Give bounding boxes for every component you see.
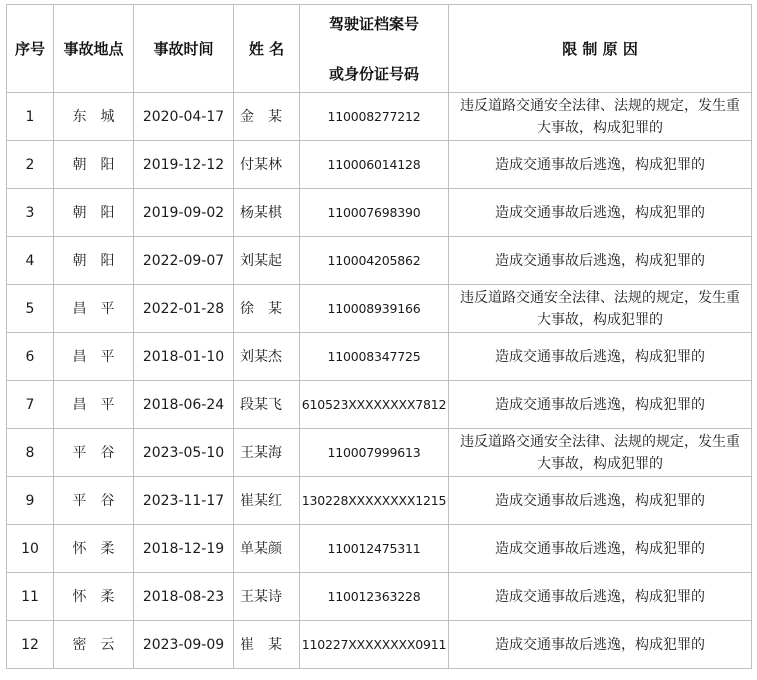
cell-location: 朝 阳 xyxy=(54,237,134,285)
table-row xyxy=(7,333,752,381)
table-row xyxy=(7,477,752,525)
header-row xyxy=(7,5,752,93)
table-row xyxy=(7,141,752,189)
cell-location: 朝 阳 xyxy=(54,141,134,189)
header-license xyxy=(300,5,449,93)
cell-reason: 违反道路交通安全法律、法规的规定，发生重大事故，构成犯罪的 xyxy=(449,93,752,141)
cell-date: 2022-01-28 xyxy=(134,285,234,333)
cell-date: 2019-12-12 xyxy=(134,141,234,189)
table-header xyxy=(7,5,752,93)
cell-seq: 8 xyxy=(7,429,54,477)
cell-name: 王某诗 xyxy=(234,573,300,621)
cell-name: 王某海 xyxy=(234,429,300,477)
table-row xyxy=(7,237,752,285)
cell-id: 110008347725 xyxy=(300,333,449,381)
table-body xyxy=(7,93,752,669)
cell-seq: 1 xyxy=(7,93,54,141)
cell-date: 2019-09-02 xyxy=(134,189,234,237)
cell-date: 2023-11-17 xyxy=(134,477,234,525)
cell-location: 东 城 xyxy=(54,93,134,141)
cell-reason: 造成交通事故后逃逸，构成犯罪的 xyxy=(449,237,752,285)
cell-reason: 造成交通事故后逃逸，构成犯罪的 xyxy=(449,141,752,189)
table-row xyxy=(7,285,752,333)
table-row xyxy=(7,525,752,573)
cell-reason: 造成交通事故后逃逸，构成犯罪的 xyxy=(449,573,752,621)
header-license-wrap xyxy=(300,13,448,85)
header-name: 姓 名 xyxy=(234,5,300,93)
cell-id: 130228XXXXXXXX1215 xyxy=(300,477,449,525)
cell-seq: 5 xyxy=(7,285,54,333)
cell-seq: 12 xyxy=(7,621,54,669)
cell-date: 2018-06-24 xyxy=(134,381,234,429)
cell-seq: 7 xyxy=(7,381,54,429)
cell-id: 110012475311 xyxy=(300,525,449,573)
cell-location: 怀 柔 xyxy=(54,573,134,621)
cell-id: 110007698390 xyxy=(300,189,449,237)
cell-name: 崔某红 xyxy=(234,477,300,525)
cell-seq: 10 xyxy=(7,525,54,573)
cell-id: 110007999613 xyxy=(300,429,449,477)
cell-reason: 违反道路交通安全法律、法规的规定，发生重大事故，构成犯罪的 xyxy=(449,285,752,333)
header-license-line1: 驾驶证档案号 xyxy=(328,14,419,33)
cell-name: 段某飞 xyxy=(234,381,300,429)
cell-seq: 9 xyxy=(7,477,54,525)
cell-date: 2020-04-17 xyxy=(134,93,234,141)
table-row xyxy=(7,93,752,141)
header-location: 事故地点 xyxy=(54,5,134,93)
table-row xyxy=(7,381,752,429)
cell-date: 2018-08-23 xyxy=(134,573,234,621)
cell-id: 110012363228 xyxy=(300,573,449,621)
cell-id: 110006014128 xyxy=(300,141,449,189)
cell-reason: 造成交通事故后逃逸，构成犯罪的 xyxy=(449,333,752,381)
cell-location: 怀 柔 xyxy=(54,525,134,573)
cell-id: 110008277212 xyxy=(300,93,449,141)
cell-location: 昌 平 xyxy=(54,333,134,381)
cell-reason: 违反道路交通安全法律、法规的规定，发生重大事故，构成犯罪的 xyxy=(449,429,752,477)
cell-location: 昌 平 xyxy=(54,285,134,333)
cell-seq: 6 xyxy=(7,333,54,381)
cell-reason: 造成交通事故后逃逸，构成犯罪的 xyxy=(449,189,752,237)
table-row xyxy=(7,189,752,237)
table-row xyxy=(7,621,752,669)
restriction-table xyxy=(6,4,752,669)
cell-location: 平 谷 xyxy=(54,429,134,477)
cell-reason: 造成交通事故后逃逸，构成犯罪的 xyxy=(449,381,752,429)
cell-date: 2018-01-10 xyxy=(134,333,234,381)
cell-date: 2023-05-10 xyxy=(134,429,234,477)
header-license-line2: 或身份证号码 xyxy=(328,64,419,83)
cell-seq: 2 xyxy=(7,141,54,189)
cell-reason: 造成交通事故后逃逸，构成犯罪的 xyxy=(449,621,752,669)
cell-seq: 3 xyxy=(7,189,54,237)
cell-location: 平 谷 xyxy=(54,477,134,525)
cell-seq: 4 xyxy=(7,237,54,285)
cell-name: 单某颜 xyxy=(234,525,300,573)
cell-reason: 造成交通事故后逃逸，构成犯罪的 xyxy=(449,525,752,573)
cell-location: 朝 阳 xyxy=(54,189,134,237)
table-row xyxy=(7,429,752,477)
cell-date: 2018-12-19 xyxy=(134,525,234,573)
header-reason: 限 制 原 因 xyxy=(449,5,752,93)
cell-date: 2023-09-09 xyxy=(134,621,234,669)
cell-name: 崔 某 xyxy=(234,621,300,669)
table-row xyxy=(7,573,752,621)
cell-id: 110008939166 xyxy=(300,285,449,333)
cell-name: 刘某起 xyxy=(234,237,300,285)
cell-name: 刘某杰 xyxy=(234,333,300,381)
cell-id: 110004205862 xyxy=(300,237,449,285)
cell-name: 徐 某 xyxy=(234,285,300,333)
cell-id: 610523XXXXXXXX7812 xyxy=(300,381,449,429)
cell-name: 付某林 xyxy=(234,141,300,189)
cell-name: 金 某 xyxy=(234,93,300,141)
cell-location: 密 云 xyxy=(54,621,134,669)
cell-reason: 造成交通事故后逃逸，构成犯罪的 xyxy=(449,477,752,525)
cell-date: 2022-09-07 xyxy=(134,237,234,285)
cell-location: 昌 平 xyxy=(54,381,134,429)
header-seq: 序号 xyxy=(7,5,54,93)
cell-name: 杨某棋 xyxy=(234,189,300,237)
cell-id: 110227XXXXXXXX0911 xyxy=(300,621,449,669)
cell-seq: 11 xyxy=(7,573,54,621)
header-date: 事故时间 xyxy=(134,5,234,93)
